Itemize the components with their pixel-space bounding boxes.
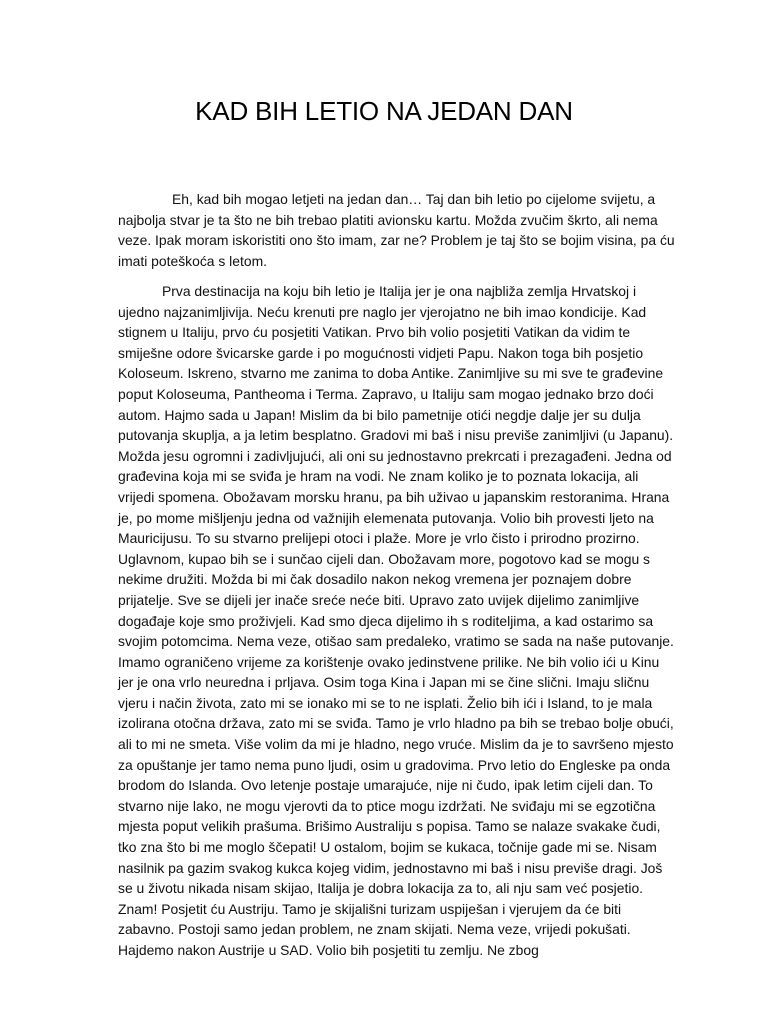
paragraph-intro: Eh, kad bih mogao letjeti na jedan dan… Taj dan bih letio po cijelome svijetu, a najbolja stvar je ta što ne bih trebao platiti avionsku kartu. Možda zvučim škrto, ali nema veze. Ipak moram iskoristiti ono što imam, zar ne? Problem je taj što se bojim visina, pa ću imati poteškoća s letom. (118, 191, 675, 269)
document-title: KAD BIH LETIO NA JEDAN DAN (195, 96, 573, 126)
paragraph-main: Prva destinacija na koju bih letio je Italija jer je ona najbliža zemlja Hrvatskoj i ujedno najzanimljivija. Neću krenuti pre naglo jer vjerojatno ne bih imao kondicije. Kad stignem u Italiju, prvo ću posjetiti Vatikan. Prvo bih volio posjetiti Vatikan da vidim te smiješne odore švicarske garde i po mogućnosti vidjeti Papu. Nakon toga bih posjetio Koloseum. Iskreno, stvarno me zanima to doba Antike. Zanimljive su mi sve te građevine poput Koloseuma, Pantheoma i Terma. Zapravo, u Italiju sam mogao jednako brzo doći autom. Hajmo sada u Japan! Mislim da bi bilo pametnije otići negdje dalje jer su dulja putovanja skuplja, a ja letim besplatno. Gradovi mi baš i nisu previše zanimljivi (u Japanu). Možda jesu ogromni i zadivljujući, ali oni su jednostavno prekrcati i prezagađeni. Jedna od građevina koja mi se sviđa je hram na vodi. Ne znam koliko je to poznata lokacija, ali vrijedi spomena. Obožavam morsku hranu, pa bih uživao u japanskim restoranima. Hrana je, po mome mišljenju jedna od važnijih elemenata putovanja. Volio bih provesti ljeto na Mauricijusu. To su stvarno prelijepi otoci i plaže. More je vrlo čisto i prirodno prozirno. Uglavnom, kupao bih se i sunčao cijeli dan. Obožavam more, pogotovo kad se mogu s nekime družiti. Možda bi mi čak dosadilo nakon nekog vremena jer poznajem dobre prijatelje. Sve se dijeli jer inače sreće neće biti. Upravo zato uvijek dijelimo zanimljive događaje koje smo proživjeli. Kad smo djeca dijelimo ih s roditeljima, a kad ostarimo sa svojim potomcima. Nema veze, otišao sam predaleko, vratimo se sada na naše putovanje. Imamo ograničeno vrijeme za korištenje ovako jedinstvene prilike. Ne bih volio ići u Kinu jer je ona vrlo neuredna i prljava. Osim toga Kina i Japan mi se čine slični. Imaju sličnu vjeru i način života, zato mi se ionako mi se to ne isplati. Želio bih ići i Island, to je mala izolirana otočna država, zato mi se sviđa. Tamo je vrlo hladno pa bih se trebao bolje obući, ali to mi ne smeta. Više volim da mi je hladno, nego vruće. Mislim da je to savršeno mjesto za opuštanje jer tamo nema puno ljudi, osim u gradovima. Prvo letio do Engleske pa onda brodom do Islanda. Ovo letenje postaje umarajuće, nije ni čudo, ipak letim cijeli dan. To stvarno nije lako, ne mogu vjerovti da to ptice mogu izdržati. Ne sviđaju mi se egzotična mjesta poput velikih prašuma. Brišimo Australiju s popisa. Tamo se nalaze svakake čudi, tko zna što bi me moglo ščepati! U ostalom, bojim se kukaca, točnije gade mi se. Nisam nasilnik pa gazim svakog kukca kojeg vidim, jednostavno mi baš i nisu previše dragi. Još se u životu nikada nisam skijao, Italija je dobra lokacija za to, ali nju sam već posjetio. Znam! Posjetit ću Austriju. Tamo je skijališni turizam uspiješan i vjerujem da će biti zabavno. Postoji samo jedan problem, ne znam skijati. Nema veze, vrijedi pokušati. Hajdemo nakon Austrije u SAD. Volio bih posjetiti tu zemlju. Ne zbog (118, 283, 674, 958)
